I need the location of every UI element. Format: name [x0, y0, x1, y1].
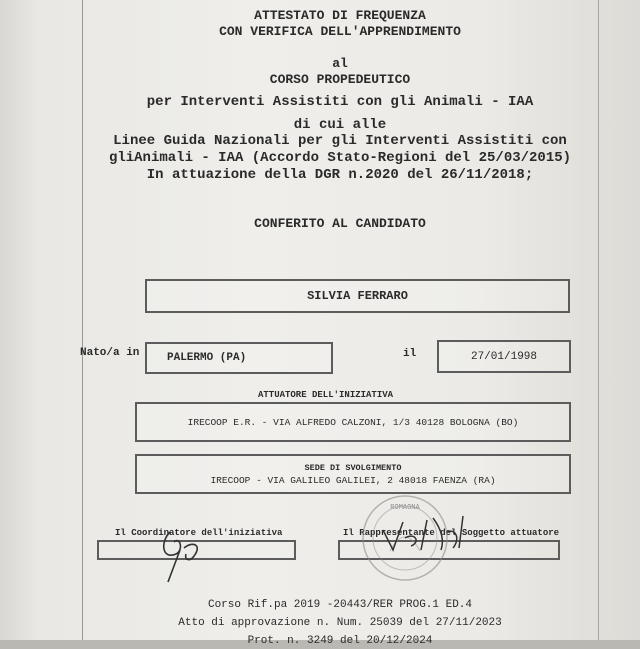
coordinator-label: Il Coordinatore dell'iniziativa — [115, 528, 283, 538]
course-subtitle: per Interventi Assistiti con gli Animali - IAA — [146, 94, 534, 110]
guidelines-line-3: In attuazione della DGR n.2020 del 26/11/2018; — [146, 167, 534, 183]
birthdate: 27/01/1998 — [470, 350, 537, 363]
di-cui-text: di cui alle — [293, 117, 387, 133]
representative-signature — [375, 508, 475, 558]
representative-label: Il Rappresentante del Soggetto attuatore — [343, 528, 560, 538]
venue-value: IRECOOP - VIA GALILEO GALILEI, 2 48018 FAENZA (RA) — [210, 474, 496, 486]
date-label: il — [403, 348, 417, 360]
candidate-name-box — [145, 279, 570, 313]
birthplace-box — [145, 342, 333, 374]
implementer-box — [135, 402, 571, 442]
certificate-subtitle: CON VERIFICA DELL'APPRENDIMENTO — [219, 24, 461, 39]
guidelines-line-2: gliAnimali - IAA (Accordo Stato-Regioni del 25/03/2015) — [108, 150, 572, 166]
stamp-text: ROMAGNA — [390, 504, 420, 512]
implementer-value: IRECOOP E.R. - VIA ALFREDO CALZONI, 1/3 40128 BOLOGNA (BO) — [187, 416, 519, 428]
approval-act: Atto di approvazione n. Num. 25039 del 27/11/2023 — [178, 617, 502, 629]
birthdate-box — [437, 340, 571, 373]
born-label: Nato/a in — [80, 347, 140, 359]
birthplace: PALERMO (PA) — [167, 352, 247, 364]
certificate-title: ATTESTATO DI FREQUENZA — [254, 8, 426, 23]
al-text: al — [332, 56, 348, 71]
implementer-label: ATTUATORE DELL'INIZIATIVA — [258, 390, 394, 400]
course-reference: Corso Rif.pa 2019 -20443/RER PROG.1 ED.4 — [207, 599, 473, 611]
conferred-label: CONFERITO AL CANDIDATO — [254, 216, 426, 231]
coordinator-signature — [150, 520, 220, 590]
candidate-name: SILVIA FERRARO — [307, 289, 408, 303]
venue-box — [135, 454, 571, 494]
course-title: CORSO PROPEDEUTICO — [269, 72, 411, 87]
protocol-number: Prot. n. 3249 del 20/12/2024 — [247, 635, 433, 647]
guidelines-line-1: Linee Guida Nazionali per gli Interventi Assistiti con — [113, 133, 567, 149]
venue-label: SEDE DI SVOLGIMENTO — [304, 462, 402, 473]
